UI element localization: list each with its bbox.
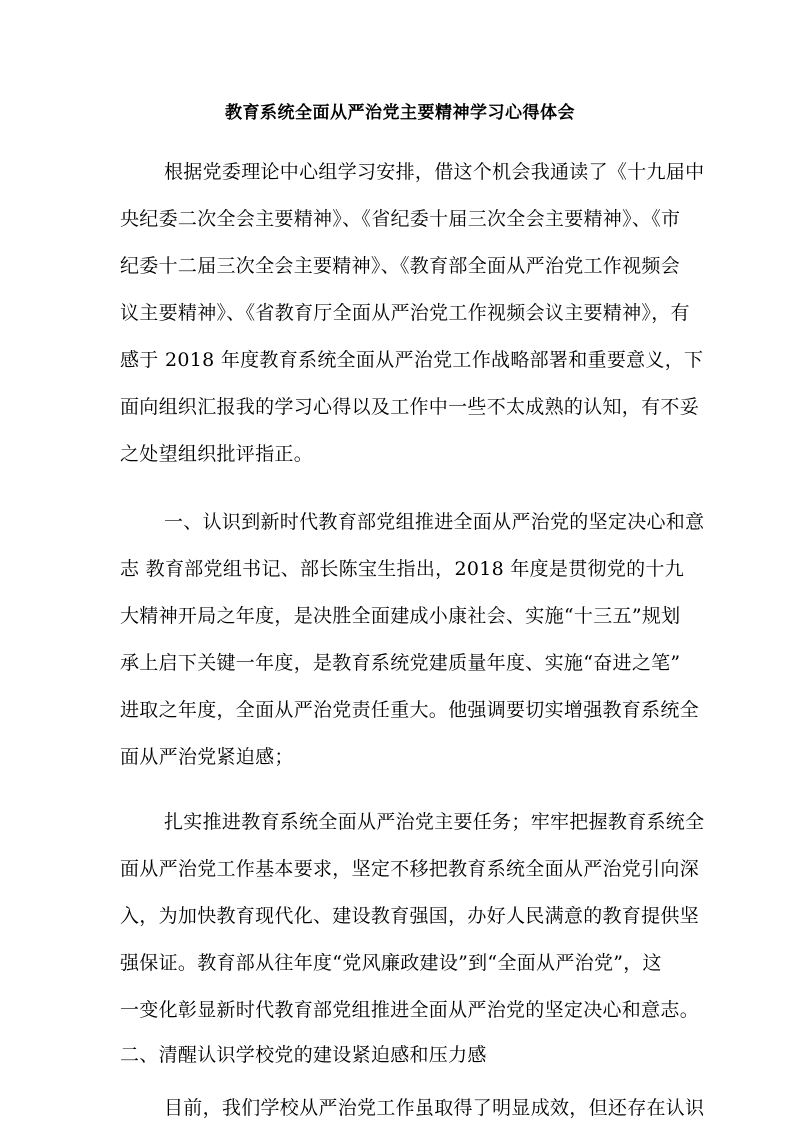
- paragraph-line: 进取之年度，全面从严治党责任重大。他强调要切实增强教育系统全: [120, 699, 700, 721]
- paragraph-line: 纪委十二届三次全会主要精神》、《教育部全面从严治党工作视频会: [120, 255, 681, 277]
- paragraph-line: 扎实推进教育系统全面从严治党主要任务；牢牢把握教育系统全: [164, 811, 705, 833]
- paragraph-line: 央纪委二次全会主要精神》、《省纪委十届三次全会主要精神》、《市: [120, 208, 681, 230]
- paragraph-line: 议主要精神》、《省教育厅全面从严治党工作视频会议主要精神》，有: [120, 302, 690, 324]
- paragraph-line: 面向组织汇报我的学习心得以及工作中一些不太成熟的认知，有不妥: [120, 396, 700, 418]
- paragraph-line: 承上启下关键一年度，是教育系统党建质量年度、实施“奋进之笔”: [120, 652, 681, 674]
- paragraph-line: 入，为加快教育现代化、建设教育强国，办好人民满意的教育提供坚: [120, 905, 700, 927]
- paragraph-line: 面从严治党紧迫感；: [120, 746, 294, 768]
- paragraph-line: 之处望组织批评指正。: [120, 443, 314, 465]
- paragraph-line: 目前，我们学校从严治党工作虽取得了明显成效，但还存在认识: [164, 1097, 705, 1119]
- paragraph-line: 一、认识到新时代教育部党组推进全面从严治党的坚定决心和意: [164, 511, 705, 533]
- paragraph-line: 感于 2018 年度教育系统全面从严治党工作战略部署和重要意义，下: [120, 349, 704, 371]
- paragraph-line: 强保证。教育部从往年度“党风廉政建设”到“全面从严治党”，这: [120, 952, 662, 974]
- paragraph-line: 一变化彰显新时代教育部党组推进全面从严治党的坚定决心和意志。: [120, 999, 700, 1021]
- section-heading: 二、清醒认识学校党的建设紧迫感和压力感: [120, 1044, 487, 1066]
- paragraph-line: 志 教育部党组书记、部长陈宝生指出，2018 年度是贯彻党的十九: [120, 558, 685, 580]
- paragraph-line: 根据党委理论中心组学习安排，借这个机会我通读了《十九届中: [164, 161, 705, 183]
- paragraph-line: 大精神开局之年度，是决胜全面建成小康社会、实施“十三五”规划: [120, 605, 681, 627]
- paragraph-line: 面从严治党工作基本要求，坚定不移把教育系统全面从严治党引向深: [120, 858, 700, 880]
- document-title: 教育系统全面从严治党主要精神学习心得体会: [225, 103, 575, 123]
